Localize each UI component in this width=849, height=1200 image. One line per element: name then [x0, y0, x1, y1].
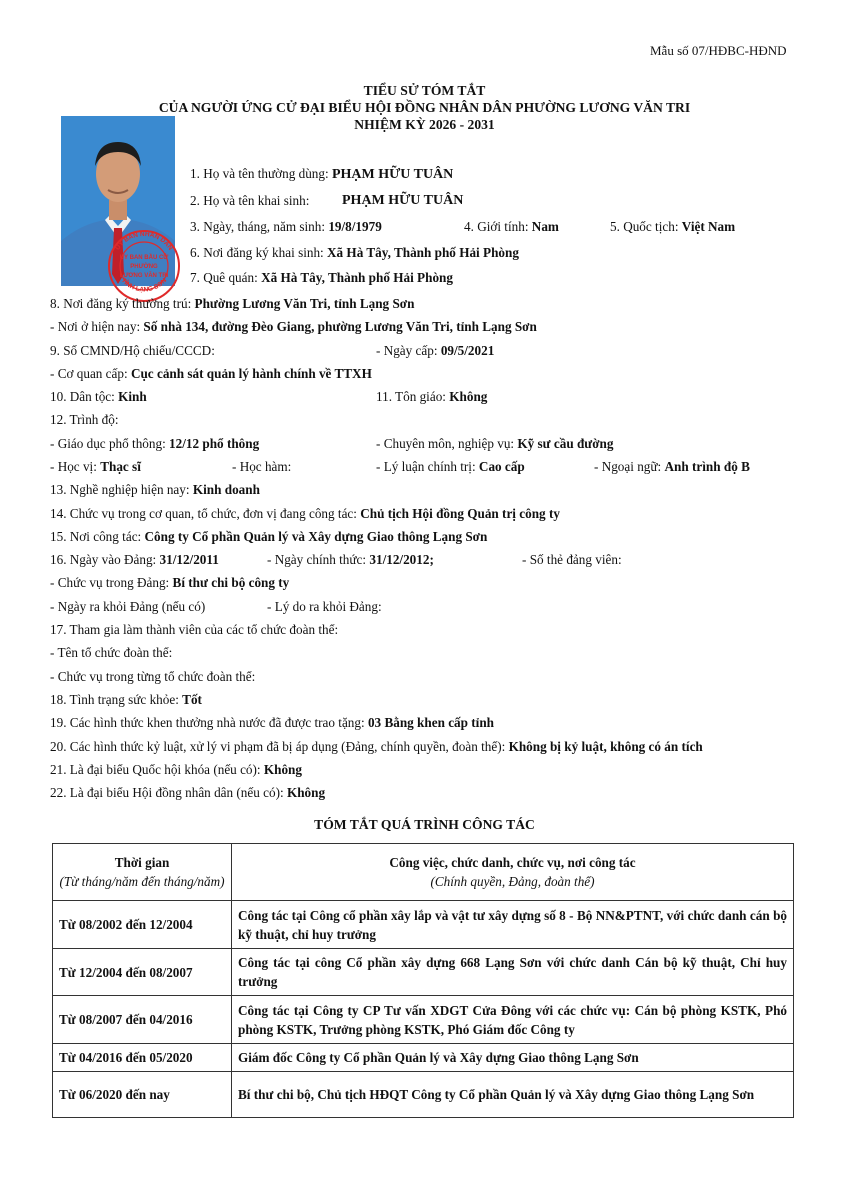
svg-text:TỈNH LẠNG SƠN: [120, 277, 169, 294]
field-birth-place: 6. Nơi đăng ký khai sinh: Xã Hà Tây, Thành phố Hải Phòng: [190, 245, 519, 260]
field-organization-position: - Chức vụ trong từng tổ chức đoàn thể:: [50, 669, 256, 684]
seal-text-mid3: LƯƠNG VĂN TRI: [119, 273, 169, 279]
field-nationality: 5. Quốc tịch: Việt Nam: [610, 219, 736, 234]
field-current-residence: - Nơi ở hiện nay: Số nhà 134, đường Đèo Giang, phường Lương Văn Tri, tỉnh Lạng Sơn: [50, 319, 537, 334]
seal-text-mid1: UY BAN BẦU CỬ: [119, 255, 169, 261]
field-common-name: 1. Họ và tên thường dùng: PHẠM HỮU TUÂN: [190, 166, 454, 182]
field-organizations: 17. Tham gia làm thành viên của các tổ chức đoàn thể:: [50, 622, 339, 637]
field-permanent-residence: 8. Nơi đăng ký thường trú: Phường Lương Văn Tri, tỉnh Lạng Sơn: [50, 296, 415, 311]
field-foreign-language: - Ngoại ngữ: Anh trình độ B: [594, 459, 750, 474]
field-birth-name: 2. Họ và tên khai sinh:: [190, 193, 310, 208]
seal-text-top: UỶ BAN NHÂN DÂN: [114, 230, 174, 252]
table-row: Từ 06/2020 đến nay Bí thư chi bộ, Chủ tịch HĐQT Công ty Cổ phần Quản lý và Xây dựng Giao thông Lạng Sơn: [53, 1072, 794, 1118]
field-id-number: 9. Số CMND/Hộ chiếu/CCCD:: [50, 343, 215, 358]
table-header-row: [53, 844, 794, 901]
field-general-education: - Giáo dục phổ thông: 12/12 phổ thông: [50, 436, 260, 451]
field-position: 14. Chức vụ trong cơ quan, tổ chức, đơn vị đang công tác: Chủ tịch Hội đồng Quản trị công ty: [50, 506, 560, 521]
form-code: Mẫu số 07/HĐBC-HĐND: [650, 43, 787, 58]
field-party-exit-date: - Ngày ra khỏi Đảng (nếu có): [50, 599, 206, 614]
field-peoples-council: 22. Là đại biểu Hội đồng nhân dân (nếu có): Không: [50, 785, 326, 800]
field-religion: 11. Tôn giáo: Không: [376, 389, 488, 404]
table-row: Từ 08/2007 đến 04/2016 Công tác tại Công ty CP Tư vấn XDGT Cửa Đông với các chức vụ: Cán bộ phòng KSTK, Phó phòng KSTK, Trưởng phòng KSTK, Phó Giám đốc Công ty: [53, 996, 794, 1044]
field-id-issuer: - Cơ quan cấp: Cục cảnh sát quản lý hành chính về TTXH: [50, 366, 372, 381]
field-political-theory: - Lý luận chính trị: Cao cấp: [376, 459, 525, 474]
seal-text-bottom: TỈNH LẠNG SƠN: [119, 277, 169, 294]
field-party-card: - Số thẻ đảng viên:: [522, 552, 622, 567]
field-occupation: 13. Nghề nghiệp hiện nay: Kinh doanh: [50, 482, 260, 497]
field-id-date: - Ngày cấp: 09/5/2021: [376, 343, 495, 358]
field-party-official-date: - Ngày chính thức: 31/12/2012;: [267, 552, 434, 567]
field-dob: 3. Ngày, tháng, năm sinh: 19/8/1979: [190, 219, 382, 234]
field-degree: - Học vị: Thạc sĩ: [50, 459, 141, 474]
work-history-title: TÓM TẮT QUÁ TRÌNH CÔNG TÁC: [314, 817, 535, 832]
header-time: Thời gian (Từ tháng/năm đến tháng/năm): [53, 844, 232, 901]
field-hometown: 7. Quê quán: Xã Hà Tây, Thành phố Hải Phòng: [190, 270, 453, 285]
svg-text:UỶ BAN NHÂN DÂN: [114, 230, 174, 252]
title-line3: NHIỆM KỲ 2026 - 2031: [354, 117, 495, 132]
field-birth-name-value: PHẠM HỮU TUÂN: [342, 193, 464, 208]
field-workplace: 15. Nơi công tác: Công ty Cổ phần Quản lý và Xây dựng Giao thông Lạng Sơn: [50, 529, 488, 544]
title-line1: TIỂU SỬ TÓM TẮT: [363, 83, 486, 98]
header-description: Công việc, chức danh, chức vụ, nơi công tác (Chính quyền, Đảng, đoàn thể): [232, 844, 794, 901]
field-party-position: - Chức vụ trong Đảng: Bí thư chi bộ công ty: [50, 575, 290, 590]
table-row: Từ 12/2004 đến 08/2007 Công tác tại công Cổ phần xây dựng 668 Lạng Sơn với chức danh Cán bộ kỹ thuật, Chỉ huy trưởng: [53, 949, 794, 996]
field-party-join-date: 16. Ngày vào Đảng: 31/12/2011: [50, 552, 219, 567]
seal-text-mid2: PHƯỜNG: [130, 264, 158, 270]
field-national-assembly: 21. Là đại biểu Quốc hội khóa (nếu có): Không: [50, 762, 302, 777]
field-health: 18. Tình trạng sức khỏe: Tốt: [50, 692, 202, 707]
field-gender: 4. Giới tính: Nam: [464, 219, 559, 234]
field-discipline: 20. Các hình thức kỷ luật, xử lý vi phạm đã bị áp dụng (Đảng, chính quyền, đoàn thể): Không bị kỷ luật, không có án tích: [50, 739, 703, 754]
field-academic-title: - Học hàm:: [232, 459, 292, 474]
table-row: Từ 04/2016 đến 05/2020 Giám đốc Công ty Cổ phần Quản lý và Xây dựng Giao thông Lạng Sơn: [53, 1044, 794, 1072]
table-row: Từ 08/2002 đến 12/2004 Công tác tại Công cổ phần xây lắp và vật tư xây dựng số 8 - Bộ NN&PTNT, với chức danh cán bộ kỹ thuật, chỉ huy trưởng: [53, 901, 794, 949]
field-ethnicity: 10. Dân tộc: Kinh: [50, 389, 147, 404]
work-history-table: [52, 843, 794, 1118]
field-organization-name: - Tên tổ chức đoàn thể:: [50, 645, 173, 660]
field-awards: 19. Các hình thức khen thưởng nhà nước đã được trao tặng: 03 Bằng khen cấp tỉnh: [50, 715, 495, 730]
field-party-exit-reason: - Lý do ra khỏi Đảng:: [267, 599, 382, 614]
field-major: - Chuyên môn, nghiệp vụ: Kỹ sư cầu đường: [376, 436, 614, 451]
field-education-heading: 12. Trình độ:: [50, 412, 119, 427]
title-line2: CỦA NGƯỜI ỨNG CỬ ĐẠI BIỂU HỘI ĐỒNG NHÂN DÂN PHƯỜNG LƯƠNG VĂN TRI: [158, 100, 691, 115]
